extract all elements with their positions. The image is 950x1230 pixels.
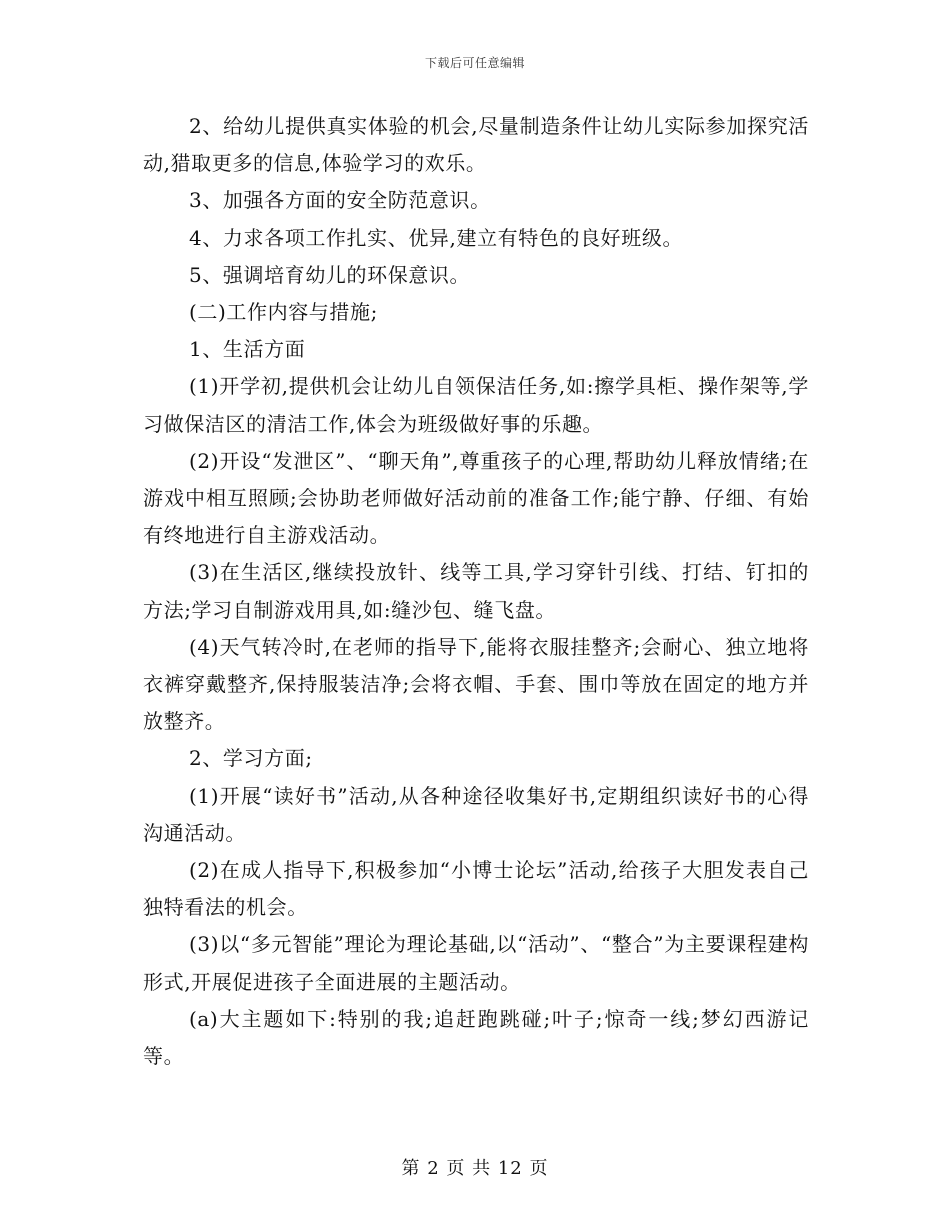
paragraph: (2)开设“发泄区”、“聊天角”,尊重孩子的心理,帮助幼儿释放情绪;在游戏中相互照顾;会协助老师做好活动前的准备工作;能宁静、仔细、有始有终地进行自主游戏活动。	[143, 448, 809, 548]
paragraph: (3)在生活区,继续投放针、线等工具,学习穿针引线、打结、钉扣的方法;学习自制游戏用具,如:缝沙包、缝飞盘。	[143, 560, 809, 622]
paragraph: (2)在成人指导下,积极参加“小博士论坛”活动,给孩子大胆发表自己独特看法的机会。	[143, 858, 809, 920]
page-header: 下载后可任意编辑	[424, 56, 525, 70]
paragraph: 5、强调培育幼儿的环保意识。	[189, 262, 471, 287]
paragraph: (3)以“多元智能”理论为理论基础,以“活动”、“整合”为主要课程建构形式,开展促进孩子全面进展的主题活动。	[143, 932, 809, 994]
subsection-heading: 2、学习方面;	[189, 746, 313, 771]
page-number: 第 2 页 共 12 页	[401, 1158, 549, 1179]
paragraph: 4、力求各项工作扎实、优异,建立有特色的良好班级。	[189, 225, 684, 250]
paragraph: (4)天气转冷时,在老师的指导下,能将衣服挂整齐;会耐心、独立地将衣裤穿戴整齐,保持服装洁净;会将衣帽、手套、围巾等放在固定的地方并放整齐。	[143, 634, 809, 734]
paragraph: (1)开学初,提供机会让幼儿自领保洁任务,如:擦学具柜、操作架等,学习做保洁区的清洁工作,体会为班级做好事的乐趣。	[143, 374, 809, 436]
paragraph: 3、加强各方面的安全防范意识。	[189, 188, 491, 213]
paragraph: (a)大主题如下:特别的我;追赶跑跳碰;叶子;惊奇一线;梦幻西游记等。	[143, 1006, 809, 1069]
subsection-heading: 1、生活方面	[189, 337, 306, 362]
paragraph: (1)开展“读好书”活动,从各种途径收集好书,定期组织读好书的心得沟通活动。	[143, 783, 809, 845]
document-body	[143, 108, 809, 1075]
paragraph: 2、给幼儿提供真实体验的机会,尽量制造条件让幼儿实际参加探究活动,猎取更多的信息,体验学习的欢乐。	[143, 114, 809, 176]
section-heading: (二)工作内容与措施;	[189, 300, 378, 325]
